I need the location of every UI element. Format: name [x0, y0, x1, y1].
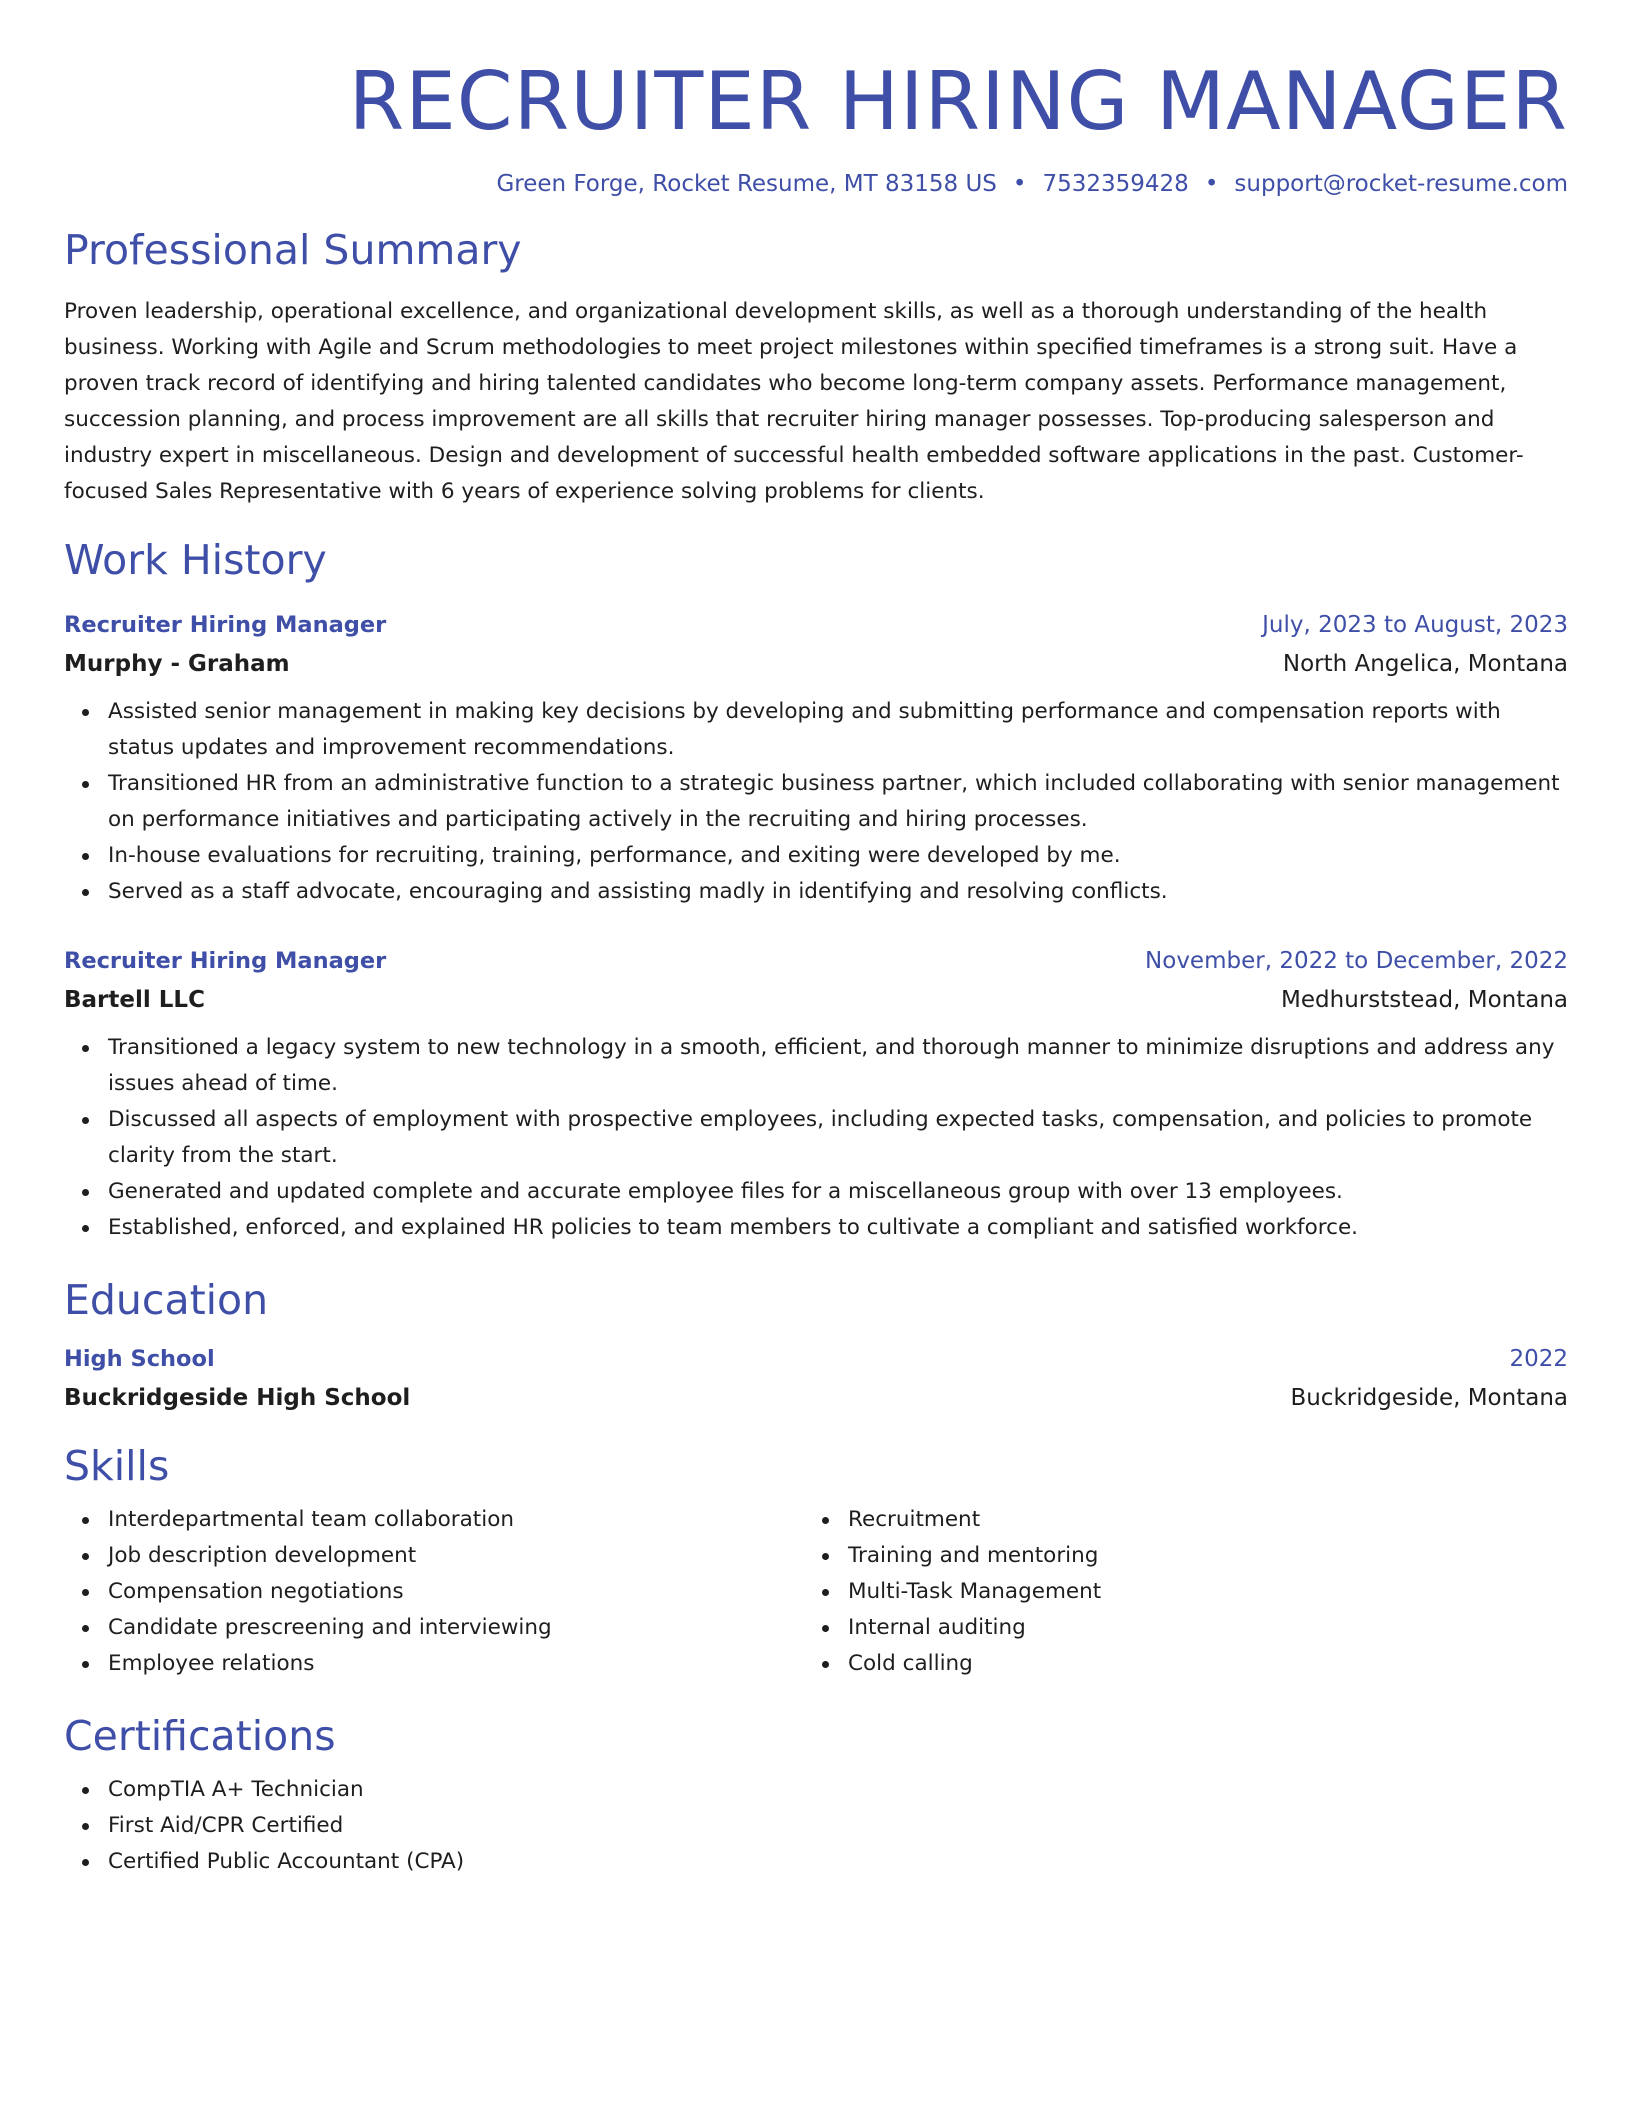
skills-list-left	[64, 1502, 804, 1682]
contact-address: Green Forge, Rocket Resume, MT 83158 US	[496, 171, 997, 197]
job-bullet: Discussed all aspects of employment with prospective employees, including expected tasks, compensation, and policies to promote clarity from the start.	[108, 1102, 1568, 1174]
skills-list-right	[804, 1502, 1544, 1682]
education-header-row	[64, 1340, 1568, 1378]
job-company-row	[64, 644, 1568, 684]
certification-item: First Aid/CPR Certified	[108, 1808, 1568, 1844]
job-bullet: Generated and updated complete and accurate employee files for a miscellaneous group with over 13 employees.	[108, 1174, 1568, 1210]
education-entry	[64, 1340, 1568, 1418]
job-company: Bartell LLC	[64, 987, 205, 1013]
section-title-summary: Professional Summary	[64, 226, 522, 274]
job-location: Medhurststead, Montana	[1281, 987, 1568, 1013]
certifications-section	[64, 1710, 1568, 1880]
contact-separator: •	[1204, 171, 1219, 197]
job-company: Murphy - Graham	[64, 651, 290, 677]
skill-item: Training and mentoring	[848, 1538, 1544, 1574]
skills-column-left	[64, 1502, 804, 1682]
certification-item: CompTIA A+ Technician	[108, 1772, 1568, 1808]
job-bullets	[64, 694, 1568, 910]
skill-item: Employee relations	[108, 1646, 804, 1682]
section-title-education: Education	[64, 1276, 269, 1324]
skills-section	[64, 1440, 1568, 1682]
skills-grid	[64, 1502, 1568, 1682]
skill-item: Job description development	[108, 1538, 804, 1574]
section-title-certifications: Certifications	[64, 1712, 336, 1760]
job-dates: July, 2023 to August, 2023	[1262, 612, 1568, 638]
education-year: 2022	[1509, 1346, 1568, 1372]
skill-item: Candidate prescreening and interviewing	[108, 1610, 804, 1646]
job-header-row	[64, 942, 1568, 980]
skill-item: Recruitment	[848, 1502, 1544, 1538]
education-location: Buckridgeside, Montana	[1290, 1385, 1568, 1411]
skill-item: Compensation negotiations	[108, 1574, 804, 1610]
job-location: North Angelica, Montana	[1282, 651, 1568, 677]
skill-item: Multi-Task Management	[848, 1574, 1544, 1610]
summary-text: Proven leadership, operational excellence, and organizational development skills, as well as a thorough understanding of the health business. Working with Agile and Scrum methodologies to meet project milestones within specified timeframes is a strong suit. Have a proven track record of identifying and hiring talented candidates who become long-term company assets. Performance management, succession planning, and process improvement are all skills that recruiter hiring manager possesses. Top-producing salesperson and industry expert in miscellaneous. Design and development of successful health embedded software applications in the past. Customer-focused Sales Representative with 6 years of experience solving problems for clients.	[64, 299, 1524, 504]
job-entry	[64, 606, 1568, 910]
work-history-section	[64, 534, 1568, 1246]
contact-phone[interactable]: 7532359428	[1042, 171, 1189, 197]
job-bullet: Served as a staff advocate, encouraging and assisting madly in identifying and resolving conflicts.	[108, 874, 1568, 910]
certifications-list	[64, 1772, 1568, 1880]
job-bullet: Assisted senior management in making key decisions by developing and submitting performance and compensation reports with status updates and improvement recommendations.	[108, 694, 1568, 766]
job-bullet: Transitioned a legacy system to new technology in a smooth, efficient, and thorough manner to minimize disruptions and address any issues ahead of time.	[108, 1030, 1568, 1102]
job-header-row	[64, 606, 1568, 644]
skill-item: Interdepartmental team collaboration	[108, 1502, 804, 1538]
education-degree: High School	[64, 1346, 215, 1372]
summary-section	[64, 224, 1568, 510]
skill-item: Cold calling	[848, 1646, 1544, 1682]
contact-line	[64, 168, 1568, 200]
education-school: Buckridgeside High School	[64, 1385, 411, 1411]
skill-item: Internal auditing	[848, 1610, 1544, 1646]
contact-email[interactable]: support@rocket-resume.com	[1234, 171, 1568, 197]
section-title-work-history: Work History	[64, 536, 327, 584]
contact-separator: •	[1012, 171, 1027, 197]
job-position: Recruiter Hiring Manager	[64, 612, 387, 638]
section-title-skills: Skills	[64, 1442, 170, 1490]
education-section	[64, 1274, 1568, 1418]
job-bullet: In-house evaluations for recruiting, training, performance, and exiting were developed by me.	[108, 838, 1568, 874]
job-bullet: Transitioned HR from an administrative function to a strategic business partner, which included collaborating with senior management on performance initiatives and participating actively in the recruiting and hiring processes.	[108, 766, 1568, 838]
certification-item: Certified Public Accountant (CPA)	[108, 1844, 1568, 1880]
job-position: Recruiter Hiring Manager	[64, 948, 387, 974]
candidate-name: RECRUITER HIRING MANAGER	[348, 55, 1568, 148]
skills-column-right	[804, 1502, 1544, 1682]
job-bullet: Established, enforced, and explained HR policies to team members to cultivate a compliant and satisfied workforce.	[108, 1210, 1568, 1246]
education-school-row	[64, 1378, 1568, 1418]
job-entry	[64, 942, 1568, 1246]
job-dates: November, 2022 to December, 2022	[1145, 948, 1568, 974]
job-company-row	[64, 980, 1568, 1020]
job-bullets	[64, 1030, 1568, 1246]
